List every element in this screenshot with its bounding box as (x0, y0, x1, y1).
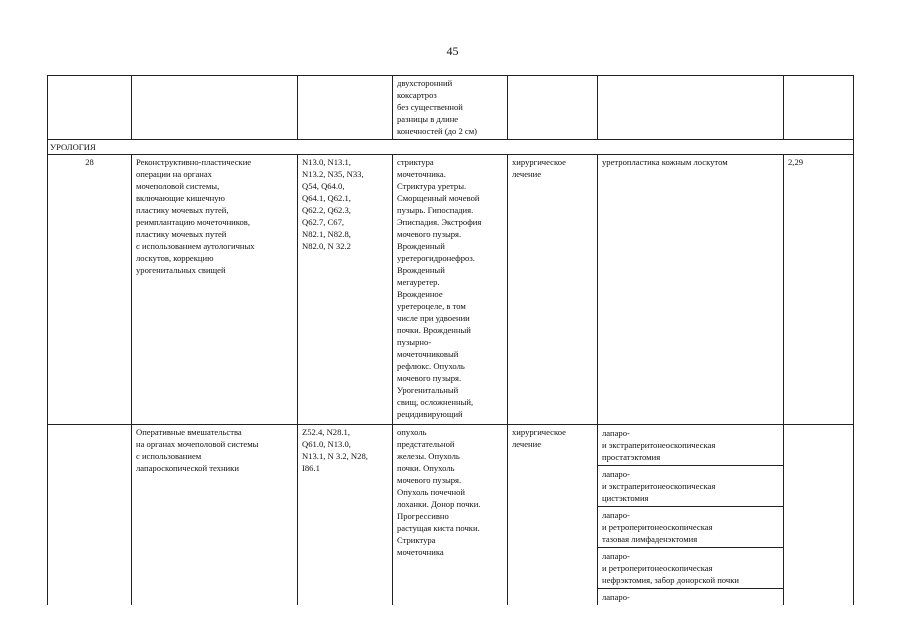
text-line: Q61.0, N13.0, (302, 439, 351, 449)
cell-norm (784, 76, 854, 140)
cell-number (48, 76, 132, 140)
text-line: N82.1, N82.8, (302, 229, 351, 239)
cell-treatment (508, 425, 598, 606)
patient-model (397, 426, 503, 558)
text-line: мочеточника. (397, 169, 446, 179)
text-line: урогенитальных свищей (136, 265, 226, 275)
text-line: Q62.2, Q62.3, (302, 205, 351, 215)
text-line: лоханки. Донор почки. (397, 499, 481, 509)
text-line: Q62.7, C67, (302, 217, 345, 227)
cell-codes (298, 425, 393, 606)
cell-name (132, 76, 298, 140)
text-line: пластику мочевых путей, (136, 205, 229, 215)
text-line: Z52.4, N28.1, (302, 427, 350, 437)
text-line: железы. Опухоль (397, 451, 460, 461)
cell-method (598, 466, 784, 507)
text-line: N13.1, N 3.2, N28, (302, 451, 368, 461)
text-line: Эписпадия. Экстрофия (397, 217, 482, 227)
text-line: пластику мочевых путей (136, 229, 227, 239)
text-line: числе при удвоении (397, 313, 470, 323)
text-line: I86.1 (302, 463, 320, 473)
method-text (602, 427, 779, 463)
text-line: Опухоль почечной (397, 487, 466, 497)
text-line: двухсторонний (397, 78, 453, 88)
text-line: уретероцеле, в том (397, 301, 466, 311)
text-line: мегауретер. (397, 277, 440, 287)
text-line: на органах мочеполовой системы (136, 439, 259, 449)
text-line: лапаро- (602, 592, 630, 602)
text-line: почки. Врожденный (397, 325, 471, 335)
treatment-type (512, 426, 593, 450)
text-line: стриктура (397, 157, 434, 167)
cell-model (393, 425, 508, 606)
diagnosis-codes (302, 426, 388, 474)
text-line: и экстраперитонеоскопическая (602, 440, 716, 450)
text-line: коксартроз (397, 90, 437, 100)
table-row-28 (48, 155, 854, 425)
text-line: лапаро- (602, 469, 630, 479)
section-row (48, 140, 854, 155)
cell-model (393, 155, 508, 425)
method-text (602, 591, 779, 603)
text-line: лапароскопической техники (136, 463, 239, 473)
text-line: лечение (512, 439, 542, 449)
model-text (397, 77, 503, 137)
text-line: лоскутов, коррекцию (136, 253, 214, 263)
text-line: Q64.1, Q62.1, (302, 193, 351, 203)
method-text (602, 468, 779, 504)
text-line: Прогрессивно (397, 511, 449, 521)
text-line: и экстраперитонеоскопическая (602, 481, 716, 491)
diagnosis-codes (302, 156, 388, 252)
cell-codes (298, 76, 393, 140)
cell-method (598, 507, 784, 548)
section-title: УРОЛОГИЯ (48, 140, 854, 155)
text-line: без существенной (397, 102, 463, 112)
treatment-type (512, 156, 593, 180)
text-line: растущая киста почки. (397, 523, 480, 533)
text-line: рецидивирующий (397, 409, 463, 419)
text-line: простатэктомия (602, 452, 661, 462)
text-line: с использованием (136, 451, 202, 461)
method-text (602, 550, 779, 586)
cell-model (393, 76, 508, 140)
text-line: нефрэктомия, забор донорской почки (602, 575, 739, 585)
text-line: и ретроперитонеоскопическая (602, 522, 713, 532)
patient-model (397, 156, 503, 420)
table-row-laparoscopic (48, 425, 854, 466)
text-line: с использованием аутологичных (136, 241, 255, 251)
cell-number (48, 425, 132, 606)
text-line: мочевого пузыря. (397, 475, 462, 485)
text-line: реимплантацию мочеточников, (136, 217, 251, 227)
text-line: мочевого пузыря. (397, 373, 462, 383)
text-line: N82.0, N 32.2 (302, 241, 351, 251)
text-line: Реконструктивно-пластические (136, 157, 252, 167)
cell-number: 28 (48, 155, 132, 425)
text-line: Урогенитальный (397, 385, 459, 395)
text-line: лапаро- (602, 551, 630, 561)
text-line: мочеточника (397, 547, 444, 557)
cell-method (598, 548, 784, 589)
text-line: мочеполовой системы, (136, 181, 220, 191)
text-line: лапаро- (602, 428, 630, 438)
text-line: Q54, Q64.0, (302, 181, 345, 191)
text-line: конечностей (до 2 см) (397, 126, 478, 136)
text-line: Врожденный (397, 265, 445, 275)
text-line: пузырно- (397, 337, 432, 347)
text-line: почки. Опухоль (397, 463, 455, 473)
text-line: мочеточниковый (397, 349, 459, 359)
procedure-name (136, 426, 293, 474)
text-line: свищ, осложненный, (397, 397, 474, 407)
cell-norm (784, 425, 854, 606)
text-line: уретерогидронефроз. (397, 253, 475, 263)
text-line: Врожденное (397, 289, 443, 299)
text-line: пузырь. Гипоспадия. (397, 205, 474, 215)
text-line: лечение (512, 169, 542, 179)
cell-method (598, 589, 784, 606)
text-line: и ретроперитонеоскопическая (602, 563, 713, 573)
cell-method (598, 425, 784, 466)
cell-name (132, 425, 298, 606)
cell-name (132, 155, 298, 425)
text-line: Стриктура уретры. (397, 181, 467, 191)
table-row-continued (48, 76, 854, 140)
text-line: разницы в длине (397, 114, 459, 124)
method-text (602, 509, 779, 545)
cell-norm: 2,29 (784, 155, 854, 425)
text-line: хирургическое (512, 427, 566, 437)
text-line: Оперативные вмешательства (136, 427, 242, 437)
text-line: лапаро- (602, 510, 630, 520)
text-line: хирургическое (512, 157, 566, 167)
page-number: 45 (446, 44, 459, 58)
text-line: Сморщенный мочевой (397, 193, 480, 203)
procedures-table (47, 75, 854, 605)
text-line: рефлюкс. Опухоль (397, 361, 465, 371)
text-line: операции на органах (136, 169, 212, 179)
text-line: N13.0, N13.1, (302, 157, 351, 167)
text-line: Врожденный (397, 241, 445, 251)
text-line: Стриктура (397, 535, 436, 545)
text-line: тазовая лимфаденэктомия (602, 534, 698, 544)
cell-treatment (508, 76, 598, 140)
text-line: предстательной (397, 439, 455, 449)
cell-codes (298, 155, 393, 425)
cell-treatment (508, 155, 598, 425)
text-line: цистэктомия (602, 493, 649, 503)
text-line: опухоль (397, 427, 427, 437)
procedure-name (136, 156, 293, 276)
text-line: N13.2, N35, N33, (302, 169, 364, 179)
cell-method: уретропластика кожным лоскутом (598, 155, 784, 425)
text-line: мочевого пузыря. (397, 229, 462, 239)
cell-method (598, 76, 784, 140)
text-line: включающие кишечную (136, 193, 225, 203)
